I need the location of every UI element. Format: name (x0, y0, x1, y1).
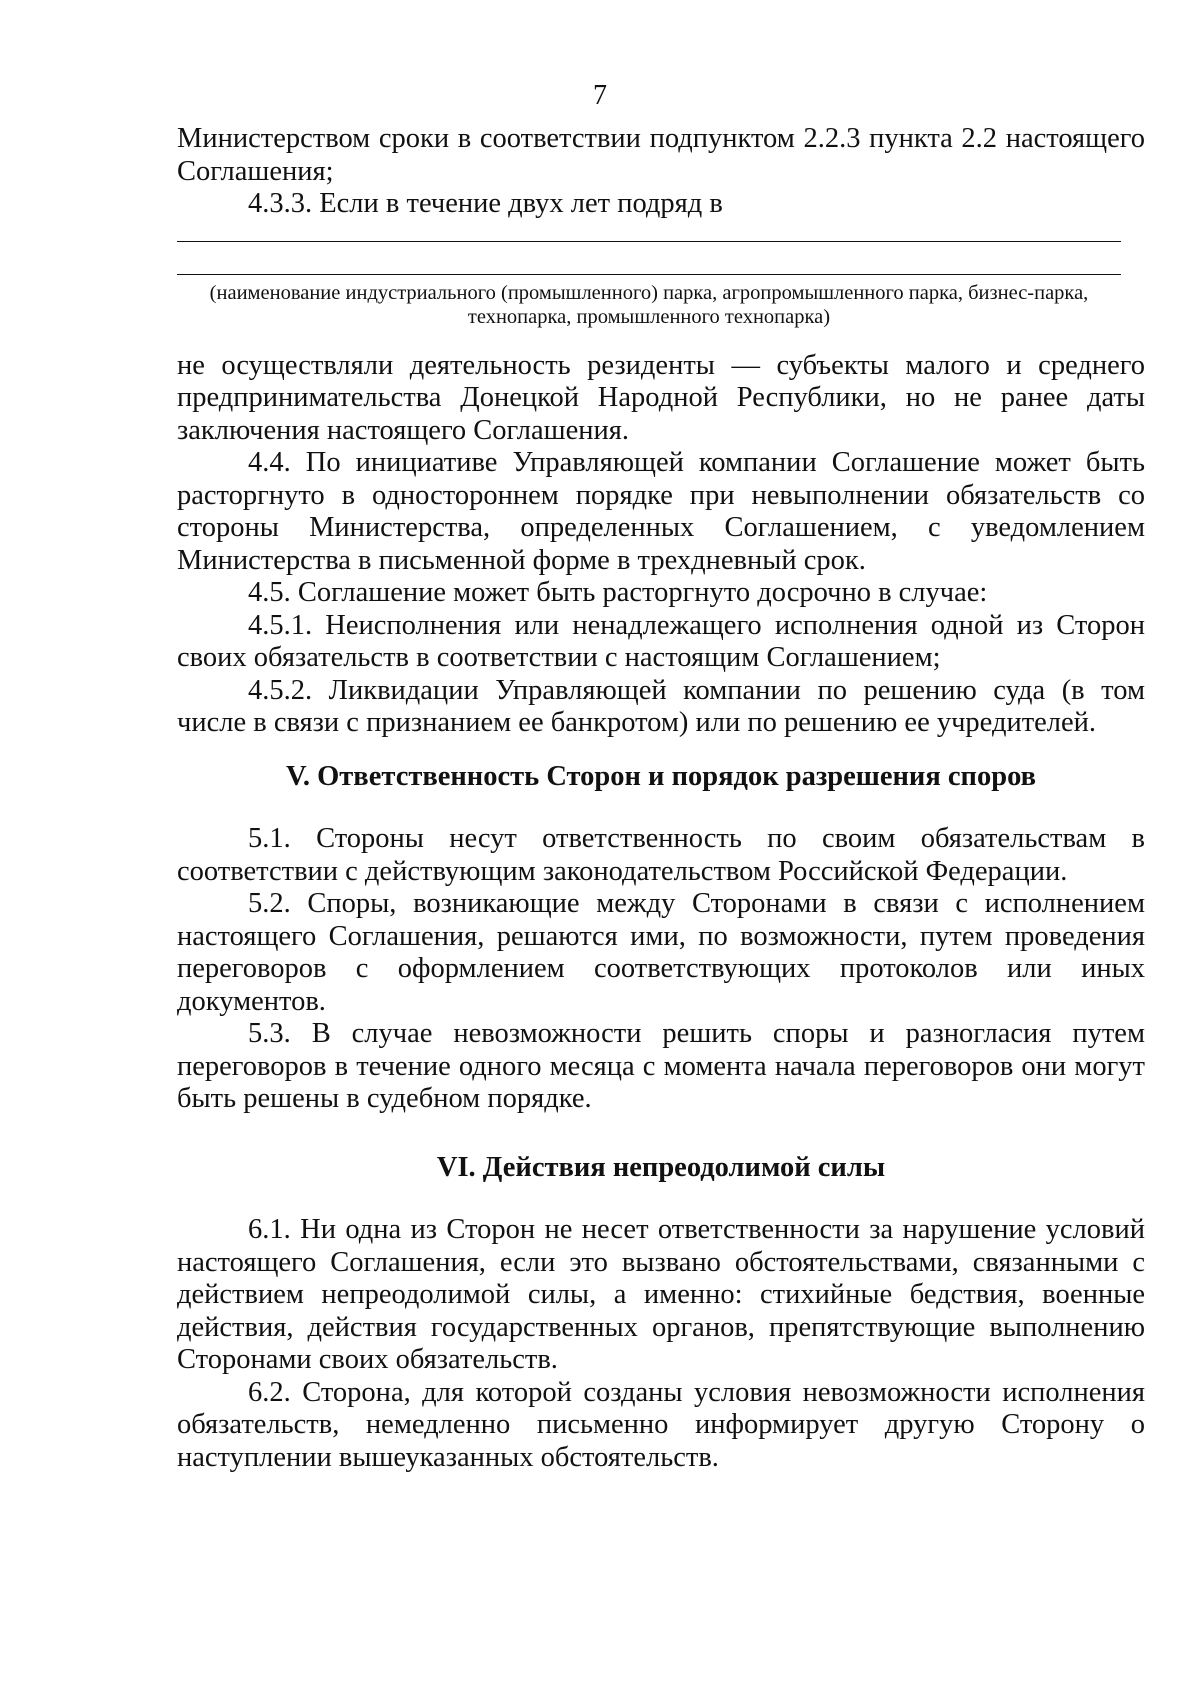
paragraph-continuation: Министерством сроки в соответствии подпунктом 2.2.3 пункта 2.2 настоящего Соглашения; (177, 123, 1145, 187)
paragraph-5-1: 5.1. Стороны несут ответственность по своим обязательствам в соответствии с действующим законодательством Российской Федерации. (177, 823, 1145, 887)
blank-fill-line (177, 241, 1121, 242)
paragraph-4-5-1: 4.5.1. Неисполнения или ненадлежащего исполнения одной из Сторон своих обязательств в соответствии с настоящим Соглашением; (177, 609, 1145, 673)
paragraph-4-5-2: 4.5.2. Ликвидации Управляющей компании по решению суда (в том числе в связи с признанием ее банкротом) или по решению ее учредителей. (177, 674, 1145, 738)
paragraph-4-3-3-continuation: не осуществляли деятельность резиденты — субъекты малого и среднего предпринимательства Донецкой Народной Республики, но не ранее даты заключения настоящего Соглашения. (177, 349, 1145, 446)
paragraph-4-4: 4.4. По инициативе Управляющей компании Соглашение может быть расторгнуто в одностороннем порядке при невыполнении обязательств со стороны Министерства, определенных Соглашением, с уведомлением Министерства в письменной форме в трехдневный срок. (177, 447, 1145, 576)
paragraph-4-3-3: 4.3.3. Если в течение двух лет подряд в (248, 188, 723, 219)
page-number: 7 (593, 80, 607, 111)
paragraph-6-2: 6.2. Сторона, для которой созданы условия невозможности исполнения обязательств, немедленно письменно информирует другую Сторону о наступлении вышеуказанных обстоятельств. (177, 1376, 1145, 1473)
paragraph-5-2: 5.2. Споры, возникающие между Сторонами в связи с исполнением настоящего Соглашения, решаются ими, по возможности, путем проведения переговоров с оформлением соответствующих протоколов или иных документов. (177, 888, 1145, 1017)
document-body (177, 123, 1145, 1474)
paragraph-4-5: 4.5. Соглашение может быть расторгнуто досрочно в случае: (248, 577, 988, 608)
paragraph-5-3: 5.3. В случае невозможности решить споры и разногласия путем переговоров в течение одного месяца с момента начала переговоров они могут быть решены в судебном порядке. (177, 1018, 1145, 1114)
section-heading-6: VI. Действия непреодолимой силы (436, 1151, 886, 1183)
section-heading-5: V. Ответственность Сторон и порядок разрешения споров (285, 760, 1037, 792)
blank-fill-line (177, 274, 1121, 275)
blank-caption: (наименование индустриального (промышленного) парка, агропромышленного парка, бизнес-парка, технопарка, промышленного технопарка) (209, 281, 1089, 328)
paragraph-6-1: 6.1. Ни одна из Сторон не несет ответственности за нарушение условий настоящего Соглашения, если это вызвано обстоятельствами, связанными с действием непреодолимой силы, а именно: стихийные бедствия, военные действия, действия государственных органов, препятствующие выполнению Сторонами своих обязательств. (177, 1214, 1145, 1375)
